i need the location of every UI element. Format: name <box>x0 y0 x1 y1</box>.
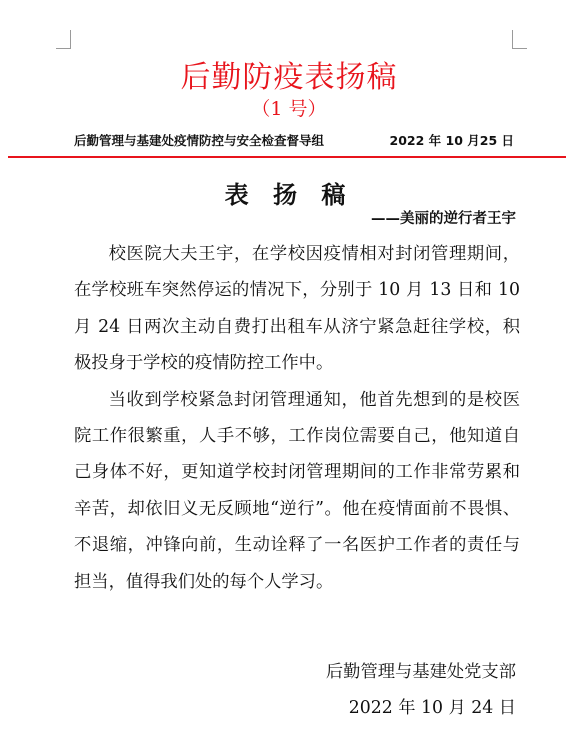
body-paragraph: 当收到学校紧急封闭管理通知，他首先想到的是校医院工作很繁重，人手不够，工作岗位需要自己，他知道自己身体不好，更知道学校封闭管理期间的工作非常劳累和辛苦，却依旧义无反顾地“逆行”。他在疫情面前不畏惧、不退缩，冲锋向前，生动诠释了一名医护工作者的责任与担当，值得我们处的每个人学习。 <box>74 389 520 592</box>
signature-date: 2022 年 10 月 24 日 <box>348 698 516 718</box>
document-heading: 表 扬 稿 <box>224 180 354 209</box>
document-body <box>74 236 520 600</box>
signature-organization: 后勤管理与基建处党支部 <box>325 662 516 682</box>
document-subtitle: ——美丽的逆行者王宇 <box>371 211 516 227</box>
bulletin-title: 后勤防疫表扬稿 <box>180 60 398 95</box>
body-paragraph: 校医院大夫王宇，在学校因疫情相对封闭管理期间，在学校班车突然停运的情况下，分别于 10 月 13 日和 10 月 24 日两次主动自费打出租车从济宁紧急赶往学校，积极投身于学校的疫情防控工作中。 <box>74 244 520 374</box>
issuer-name: 后勤管理与基建处疫情防控与安全检查督导组 <box>74 133 325 148</box>
issuer-line <box>74 131 514 149</box>
issue-number: （1 号） <box>251 98 327 120</box>
red-divider <box>8 156 566 158</box>
issue-date: 2022 年 10 月25 日 <box>389 133 514 148</box>
signature-block <box>326 654 516 726</box>
